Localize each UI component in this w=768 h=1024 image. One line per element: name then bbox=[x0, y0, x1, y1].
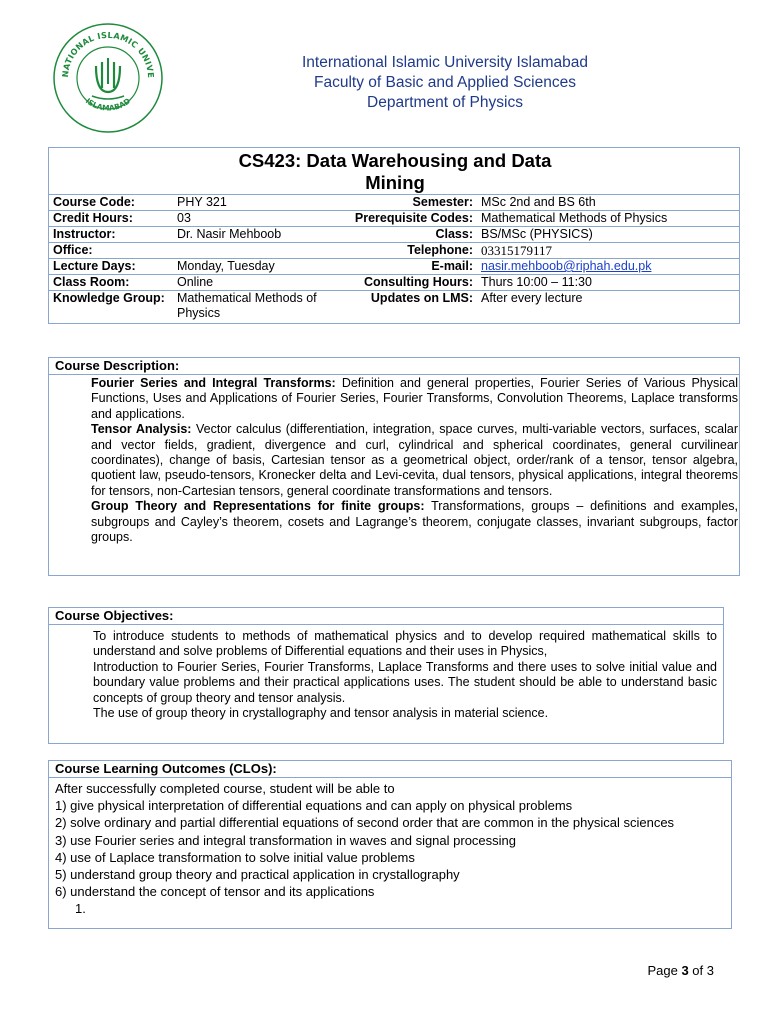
prerequisite-value: Mathematical Methods of Physics bbox=[477, 211, 739, 227]
course-objectives-body bbox=[49, 625, 723, 721]
clo-heading: Course Learning Outcomes (CLOs): bbox=[49, 761, 731, 778]
instructor-label: Instructor: bbox=[49, 227, 173, 243]
fourier-text: Definition and general properties, Fourier Series of Various Physical Functions, Uses and Applications of Fourier Series, Fourier Transforms, Convolution Theorems, Laplace transforms and applications. bbox=[91, 376, 738, 421]
class-room-value: Online bbox=[173, 275, 329, 291]
class-value: BS/MSc (PHYSICS) bbox=[477, 227, 739, 243]
list-item: 2) solve ordinary and partial differential equations of second order that are common in the physical sciences bbox=[55, 815, 675, 831]
prerequisite-label: Prerequisite Codes: bbox=[329, 211, 477, 227]
table-row bbox=[49, 275, 739, 291]
email-link[interactable]: nasir.mehboob@riphah.edu.pk bbox=[481, 259, 652, 273]
office-value bbox=[173, 243, 329, 259]
telephone-value: 03315179117 bbox=[477, 243, 739, 259]
list-item: 3) use Fourier series and integral transformation in waves and signal processing bbox=[55, 832, 517, 848]
telephone-label: Telephone: bbox=[329, 243, 477, 259]
consulting-hours-value: Thurs 10:00 – 11:30 bbox=[477, 275, 739, 291]
table-row bbox=[49, 227, 739, 243]
university-logo bbox=[52, 22, 164, 134]
office-label: Office: bbox=[49, 243, 173, 259]
course-title-line2: Mining bbox=[365, 172, 425, 193]
clo-section bbox=[48, 760, 732, 929]
lms-updates-value: After every lecture bbox=[477, 291, 739, 322]
course-title bbox=[49, 150, 741, 194]
course-description-section bbox=[48, 357, 740, 576]
list-item: After successfully completed course, student will be able to bbox=[55, 781, 395, 796]
table-row bbox=[49, 243, 739, 259]
knowledge-group-value: Mathematical Methods of Physics bbox=[173, 291, 329, 322]
objective-item: To introduce students to methods of mathematical physics and to develop required mathematical skills to understand and solve problems of Differential equations and their uses in Physics, bbox=[93, 629, 717, 659]
department-name: Department of Physics bbox=[367, 94, 523, 111]
consulting-hours-label: Consulting Hours: bbox=[329, 275, 477, 291]
list-item: 6) understand the concept of tensor and its applications bbox=[55, 884, 375, 900]
list-item: 1) give physical interpretation of differential equations and can apply on physical problems bbox=[55, 798, 573, 814]
page-number bbox=[647, 963, 714, 978]
tensor-text: Vector calculus (differentiation, integration, space curves, multi-variable vectors, surfaces, scalar and vector fields, gradient, divergence and curl, cylindrical and spherical coordinates, general curvilinear coordinates), change of basis, Cartesian tensor as a geometrical object, order/rank of a tensor, tensor algebra, quotient law, pseudo-tensors, Kronecker delta and Levi-cevita, dual tensors, physical applications, integral theorems for tensors, non-Cartesian tensors, general coordinate transformations and tensors. bbox=[91, 422, 738, 498]
fourier-lead: Fourier Series and Integral Transforms: bbox=[91, 376, 336, 390]
lecture-days-label: Lecture Days: bbox=[49, 259, 173, 275]
email-label: E-mail: bbox=[329, 259, 477, 275]
list-item: 4) use of Laplace transformation to solve initial value problems bbox=[55, 849, 415, 865]
table-row bbox=[49, 291, 739, 322]
instructor-value: Dr. Nasir Mehboob bbox=[173, 227, 329, 243]
class-room-label: Class Room: bbox=[49, 275, 173, 291]
page-prefix: Page bbox=[647, 963, 682, 978]
course-info-table bbox=[49, 194, 739, 321]
course-code-label: Course Code: bbox=[49, 195, 173, 211]
tensor-lead: Tensor Analysis: bbox=[91, 422, 192, 437]
page-total: 3 bbox=[706, 963, 714, 978]
credit-hours-label: Credit Hours: bbox=[49, 211, 173, 227]
table-row bbox=[49, 259, 739, 275]
clo-body bbox=[49, 778, 731, 918]
objective-item: The use of group theory in crystallography and tensor analysis in material science. bbox=[93, 706, 549, 721]
course-objectives-section bbox=[48, 607, 724, 744]
logo-text-top: NATIONAL ISLAMIC UNIVE bbox=[59, 29, 157, 79]
table-row bbox=[49, 195, 739, 211]
lms-updates-label: Updates on LMS: bbox=[329, 291, 477, 322]
course-objectives-heading: Course Objectives: bbox=[49, 608, 723, 625]
group-theory-lead: Group Theory and Representations for finite groups: bbox=[91, 499, 425, 514]
page-mid: of bbox=[688, 963, 707, 978]
course-title-line1: CS423: Data Warehousing and Data bbox=[238, 150, 552, 171]
table-row bbox=[49, 211, 739, 227]
course-description-body bbox=[49, 375, 739, 545]
course-code-value: PHY 321 bbox=[173, 195, 329, 211]
university-name: International Islamic University Islamabad bbox=[301, 54, 588, 71]
objective-item: Introduction to Fourier Series, Fourier Transforms, Laplace Transforms and there uses to solve initial value and boundary value problems and their practical applications uses. The student should be able to understand basic concepts of group theory and tensor analysis. bbox=[93, 659, 717, 705]
course-description-heading: Course Description: bbox=[49, 358, 739, 375]
university-heading bbox=[240, 53, 650, 113]
class-label: Class: bbox=[329, 227, 477, 243]
semester-value: MSc 2nd and BS 6th bbox=[477, 195, 739, 211]
lecture-days-value: Monday, Tuesday bbox=[173, 259, 329, 275]
list-item: 5) understand group theory and practical application in crystallography bbox=[55, 867, 460, 883]
credit-hours-value: 03 bbox=[173, 211, 329, 227]
logo-text-bottom: ISLAMABAD bbox=[83, 96, 133, 113]
page-current: 3 bbox=[681, 963, 689, 978]
knowledge-group-label: Knowledge Group: bbox=[49, 291, 173, 322]
course-info-box bbox=[48, 147, 740, 324]
faculty-name: Faculty of Basic and Applied Sciences bbox=[314, 74, 576, 91]
list-item: 1. bbox=[75, 901, 86, 917]
group-theory-text: Transformations, groups – definitions and examples, subgroups and Cayley’s theorem, cosets and Lagrange’s theorem, conjugate classes, invariant subgroups, factor groups. bbox=[91, 499, 738, 545]
svg-text:INTERNATIONAL ISLAMIC UNIVERSI bbox=[52, 22, 156, 78]
semester-label: Semester: bbox=[329, 195, 477, 211]
